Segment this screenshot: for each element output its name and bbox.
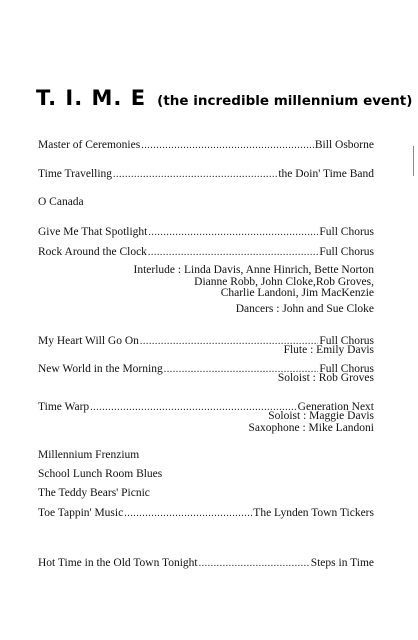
program-item-title-only: O Canada [38,196,84,208]
program-item-title-only: The Teddy Bears' Picnic [38,487,150,499]
performer: the Doin' Time Band [278,168,374,180]
leader-dots [113,168,277,182]
leader-dots [148,246,318,260]
performer: Full Chorus [319,335,374,347]
program-item [38,138,374,153]
soloist-credit: Soloist : Rob Groves [277,372,374,384]
performer: Full Chorus [319,226,374,238]
saxophone-credit: Saxophone : Mike Landoni [248,421,374,434]
song-title: My Heart Will Go On [38,335,139,347]
song-title: Time Warp [38,401,90,413]
performer: Full Chorus [319,246,374,258]
song-title: Hot Time in the Old Town Tonight [38,557,198,569]
flute-credit: Flute : Emily Davis [283,344,374,356]
song-title: Toe Tappin' Music [38,507,124,519]
performer: Generation Next [297,401,374,413]
performer: Bill Osborne [314,139,374,151]
interlude-line: Dianne Robb, John Cloke,Rob Groves, [194,275,374,288]
program-title [36,86,413,110]
program-item-title-only: Millennium Frenzium [38,449,140,461]
time-warp-credits [248,411,374,434]
leader-dots [124,507,252,521]
interlude-line: Interlude : Linda Davis, Anne Hinrich, Bette Norton [133,264,374,276]
title-subtitle: (the incredible millennium event) [157,93,413,109]
song-title: Time Travelling [38,168,113,180]
song-title: Give Me That Spotlight [38,226,148,238]
program-item-title-only: School Lunch Room Blues [38,468,163,480]
program-item [38,167,374,182]
song-title: Rock Around the Clock [38,246,147,258]
performer: Steps in Time [310,557,374,569]
program-item [38,556,374,571]
performer: Full Chorus [319,363,374,375]
program-item [38,225,374,240]
interlude-credits [134,265,374,300]
program-item [38,245,374,260]
performer: The Lynden Town Tickers [253,507,374,519]
title-main: T. I. M. E [36,86,147,110]
leader-dots [148,226,318,240]
leader-dots [199,557,310,571]
interlude-line: Charlie Landoni, Jim MacKenzie [220,287,374,299]
song-title: New World in the Morning [38,363,163,375]
dancers-credit: Dancers : John and Sue Cloke [235,303,374,315]
leader-dots [141,139,314,153]
scan-edge-mark [413,146,414,176]
song-title: Master of Ceremonies [38,139,141,151]
soloist-credit: Soloist : Maggie Davis [268,410,374,422]
program-item [38,506,374,521]
